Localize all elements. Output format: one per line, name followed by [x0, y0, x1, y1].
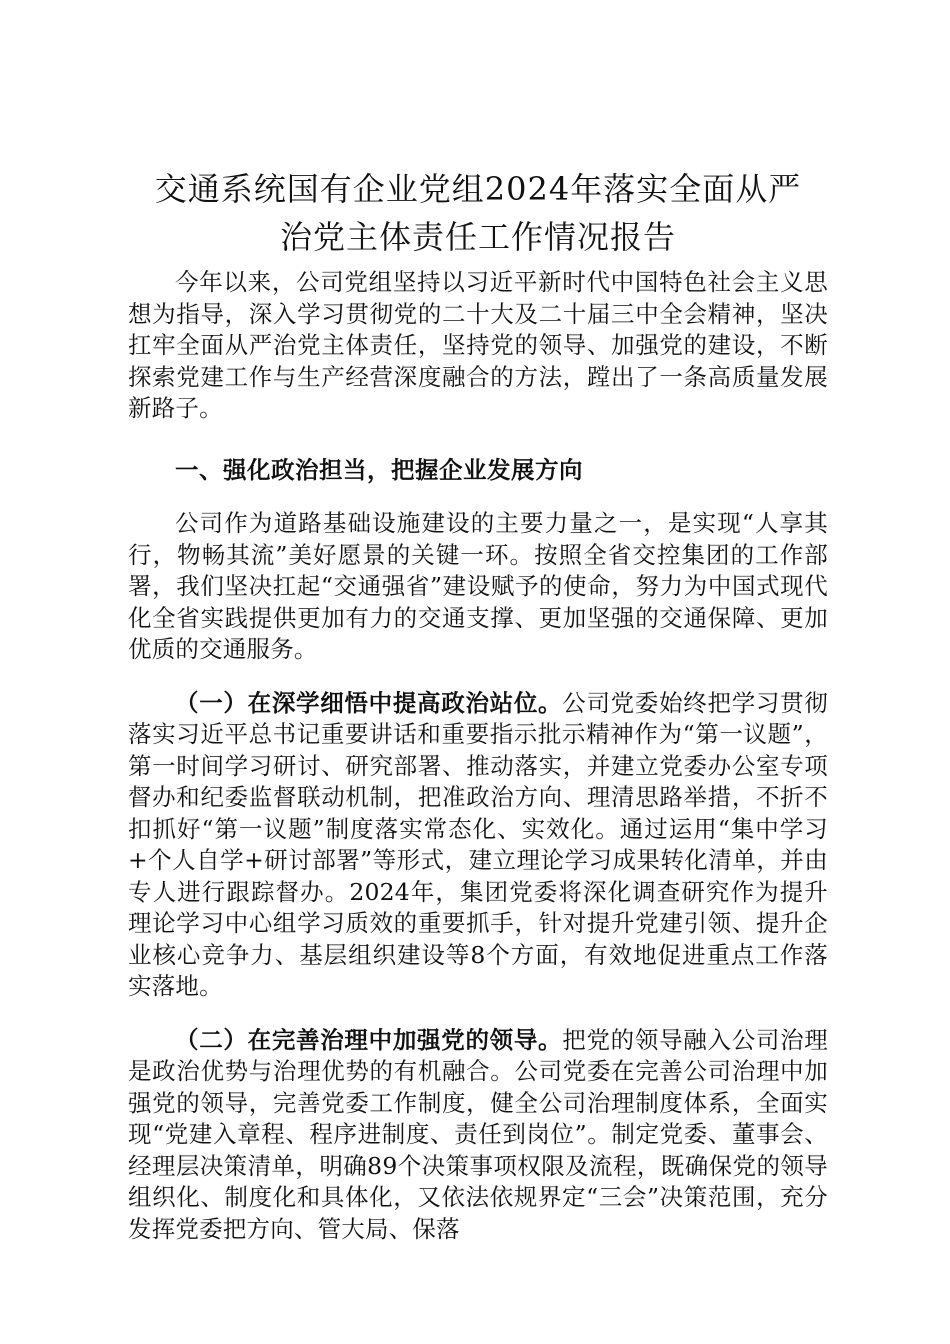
title-line-2: 治党主体责任工作情况报告	[279, 218, 676, 256]
subsection-1-paragraph	[128, 688, 828, 1003]
section-heading-1: 一、强化政治担当，把握企业发展方向	[175, 455, 583, 484]
intro-paragraph: 今年以来，公司党组坚持以习近平新时代中国特色社会主义思想为指导，深入学习贯彻党的二十大及二十届三中全会精神，坚决扛牢全面从严治党主体责任，坚持党的领导、加强党的建设，不断探索党建工作与生产经营深度融合的方法，蹚出了一条高质量发展新路子。	[128, 268, 828, 422]
section-1-paragraph: 公司作为道路基础设施建设的主要力量之一，是实现“人享其行，物畅其流”美好愿景的关键一环。按照全省交控集团的工作部署，我们坚决扛起“交通强省”建设赋予的使命，努力为中国式现代化全省实践提供更加有力的交通支撑、更加坚强的交通保障、更加优质的交通服务。	[128, 509, 828, 663]
subsection-1-lead: （一）在深学细悟中提高政治站位。	[175, 688, 563, 717]
document-title	[128, 165, 828, 261]
subsection-2-lead: （二）在完善治理中加强党的领导。	[175, 1025, 563, 1054]
title-line-1: 交通系统国有企业党组2024年落实全面从严	[154, 170, 802, 208]
subsection-1-body: 公司党委始终把学习贯彻落实习近平总书记重要讲话和重要指示批示精神作为“第一议题”，第一时间学习研讨、研究部署、推动落实，并建立党委办公室专项督办和纪委监督联动机制，把准政治方向、理清思路举措，不折不扣抓好“第一议题”制度落实常态化、实效化。通过运用“集中学习+个人自学+研讨部署”等形式，建立理论学习成果转化清单，并由专人进行跟踪督办。2024年，集团党委将深化调查研究作为提升理论学习中心组学习质效的重要抓手，针对提升党建引领、提升企业核心竞争力、基层组织建设等8个方面，有效地促进重点工作落实落地。	[128, 688, 829, 1000]
subsection-2-body: 把党的领导融入公司治理是政治优势与治理优势的有机融合。公司党委在完善公司治理中加强党的领导，完善党委工作制度，健全公司治理制度体系，全面实现“党建入章程、程序进制度、责任到岗位”。制定党委、董事会、经理层决策清单，明确89个决策事项权限及流程，既确保党的领导组织化、制度化和具体化，又依法依规界定“三会”决策范围，充分发挥党委把方向、管大局、保落	[128, 1025, 829, 1243]
subsection-2-paragraph	[128, 1025, 828, 1246]
report-body	[128, 165, 828, 1245]
